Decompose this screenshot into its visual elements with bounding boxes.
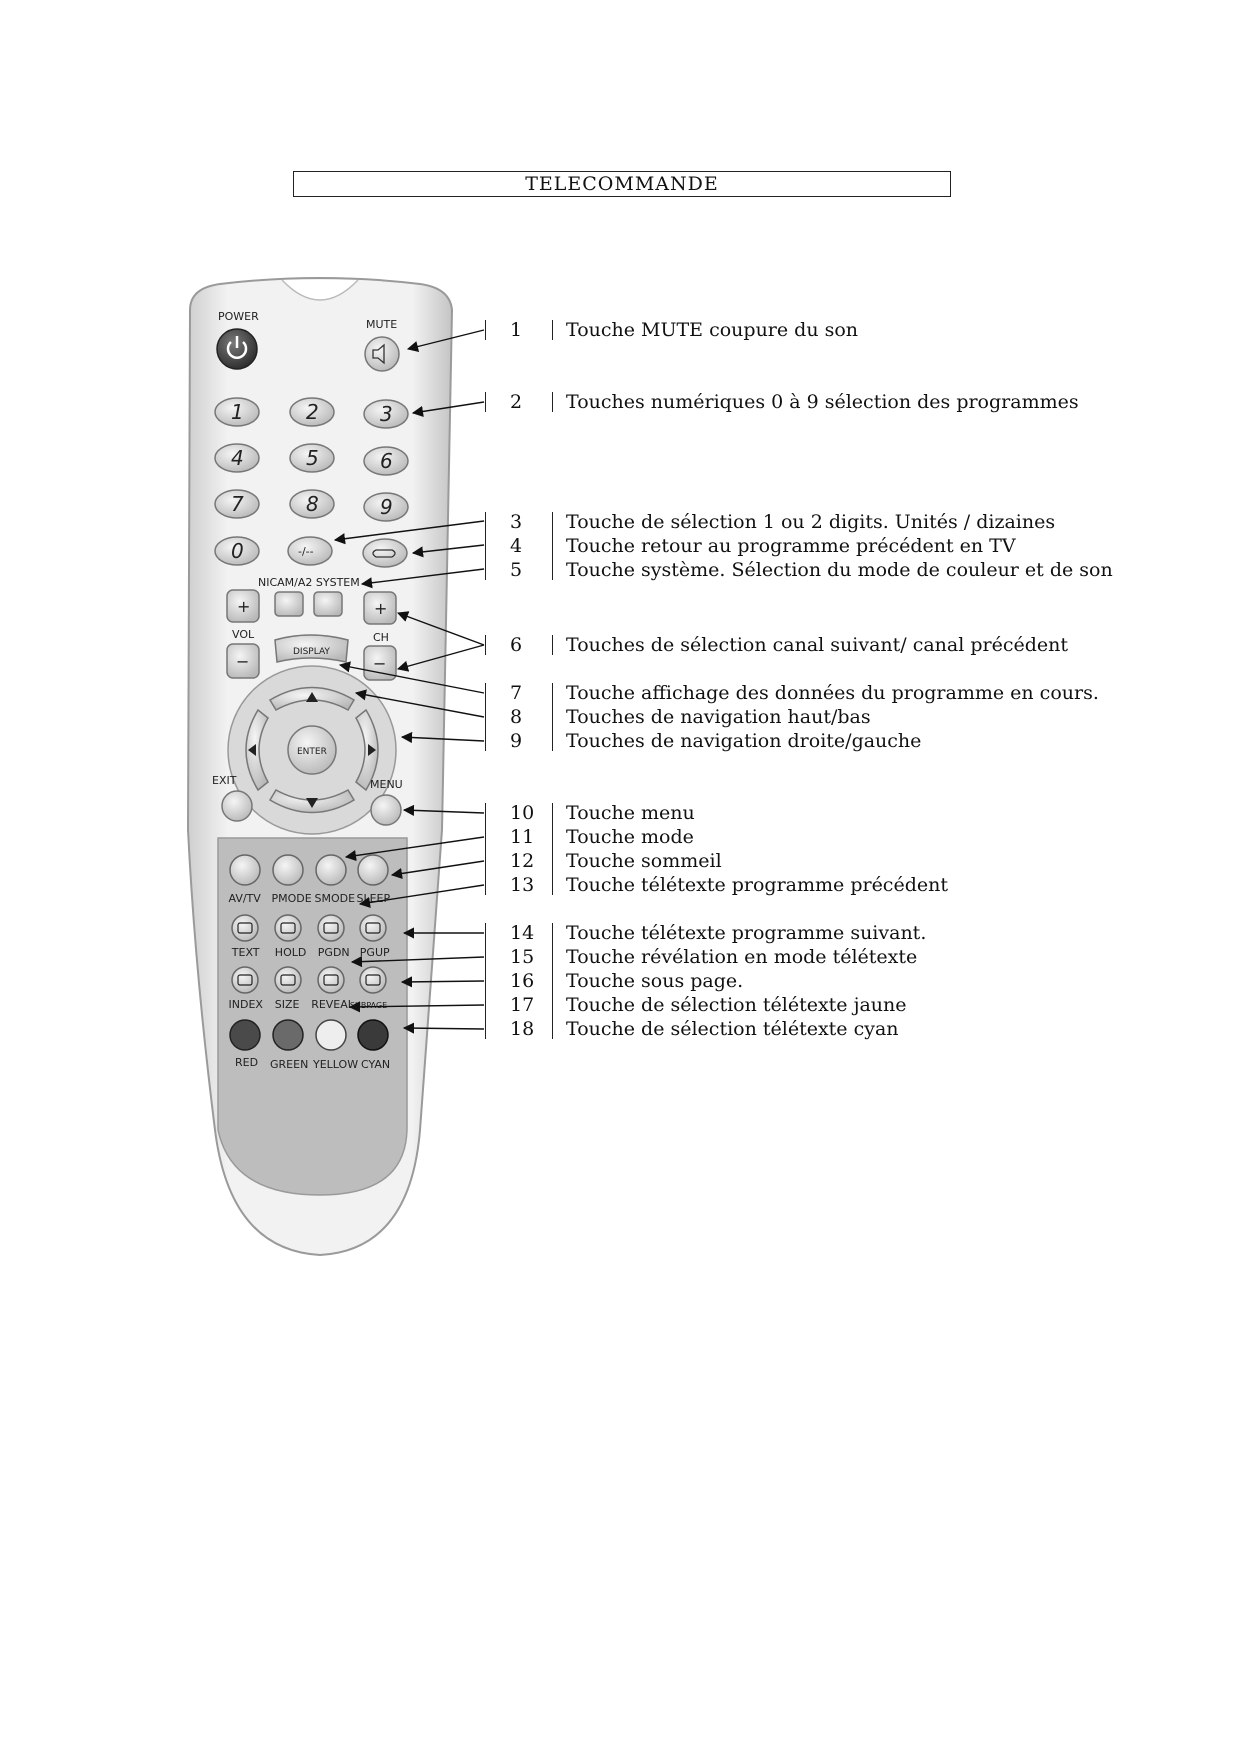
legend-item — [470, 534, 1230, 558]
legend-item — [470, 969, 1230, 993]
index-label: INDEX — [228, 998, 263, 1011]
legend-number: 9 — [510, 730, 523, 752]
pmode-label: PMODE — [271, 892, 312, 905]
power-label: POWER — [218, 310, 259, 323]
separator-line — [485, 803, 486, 895]
legend-number: 7 — [510, 682, 523, 704]
digit-label: 2 — [306, 400, 319, 424]
page-title: TELECOMMANDE — [293, 171, 951, 197]
digit-label: 6 — [380, 449, 393, 473]
digit-mode-label: -/-- — [298, 545, 314, 558]
legend-text: Touche sommeil — [566, 850, 722, 872]
subpage-button[interactable] — [360, 967, 386, 993]
legend-number: 8 — [510, 706, 523, 728]
separator-line — [552, 683, 553, 751]
text-label: TEXT — [231, 946, 260, 959]
digit-label: 0 — [231, 539, 244, 563]
separator-line — [485, 392, 486, 412]
legend-text: Touche révélation en mode télétexte — [566, 946, 918, 968]
legend-number: 1 — [510, 319, 523, 341]
size-label: SIZE — [274, 998, 300, 1011]
legend-text: Touche sous page. — [566, 970, 744, 992]
legend-item — [470, 873, 1230, 897]
avtv-button[interactable] — [230, 855, 260, 885]
digit-label: 3 — [380, 402, 393, 426]
legend-item — [470, 705, 1230, 729]
size-button[interactable] — [275, 967, 301, 993]
legend-number: 16 — [510, 970, 535, 992]
power-button[interactable] — [217, 329, 257, 369]
separator-line — [485, 683, 486, 751]
digit-label: 1 — [231, 400, 244, 424]
legend-item — [470, 681, 1230, 705]
smode-button[interactable] — [316, 855, 346, 885]
index-button[interactable] — [232, 967, 258, 993]
legend-item — [470, 558, 1230, 582]
digit-label: 8 — [306, 492, 319, 516]
legend-number: 2 — [510, 391, 523, 413]
cyan-label: CYAN — [361, 1058, 391, 1071]
legend-number: 12 — [510, 850, 535, 872]
reveal-button[interactable] — [318, 967, 344, 993]
legend-text: Touche affichage des données du programme en cours. — [566, 682, 1099, 704]
legend-text: Touche système. Sélection du mode de couleur et de son — [566, 559, 1113, 581]
red-label: RED — [235, 1056, 259, 1069]
hold-button[interactable] — [275, 915, 301, 941]
smode-label: SMODE — [314, 892, 356, 905]
yellow-label: YELLOW — [313, 1058, 359, 1071]
cyan-button[interactable] — [358, 1020, 388, 1050]
exit-button[interactable] — [222, 791, 252, 821]
legend-text: Touches de sélection canal suivant/ canal précédent — [566, 634, 1069, 656]
legend-number: 17 — [510, 994, 535, 1016]
mute-button[interactable] — [365, 337, 399, 371]
separator-line — [552, 392, 553, 412]
channel-up-symbol: + — [374, 599, 388, 618]
sleep-label: SLEEP — [356, 892, 391, 905]
legend-number: 6 — [510, 634, 523, 656]
legend-text: Touche télétexte programme suivant. — [566, 922, 927, 944]
subpage-label: SUBPAGE — [349, 1001, 388, 1010]
legend-number: 10 — [510, 802, 535, 824]
separator-line — [552, 635, 553, 655]
legend-text: Touches numériques 0 à 9 sélection des programmes — [566, 391, 1079, 413]
pmode-button[interactable] — [273, 855, 303, 885]
menu-button[interactable] — [371, 795, 401, 825]
exit-label: EXIT — [212, 774, 237, 787]
digit-label: 9 — [380, 495, 393, 519]
digit-label: 7 — [231, 492, 244, 516]
legend-item — [470, 993, 1230, 1017]
legend-text: Touches de navigation haut/bas — [566, 706, 871, 728]
menu-label: MENU — [370, 778, 403, 791]
recall-button[interactable] — [363, 539, 407, 567]
sleep-button[interactable] — [358, 855, 388, 885]
separator-line — [552, 512, 553, 580]
remote-control-image — [170, 270, 470, 1260]
digit-label: 4 — [231, 446, 244, 470]
pgup-button[interactable] — [360, 915, 386, 941]
nicam-button[interactable] — [275, 592, 303, 616]
mute-label: MUTE — [366, 318, 398, 331]
channel-label: CH — [373, 631, 389, 644]
green-label: GREEN — [270, 1058, 309, 1071]
legend-number: 13 — [510, 874, 535, 896]
text-button[interactable] — [232, 915, 258, 941]
legend-text: Touche télétexte programme précédent — [566, 874, 948, 896]
separator-line — [552, 803, 553, 895]
pgup-label: PGUP — [359, 946, 390, 959]
legend-item — [470, 318, 1230, 342]
legend-item — [470, 825, 1230, 849]
legend-text: Touche de sélection 1 ou 2 digits. Unités / dizaines — [566, 511, 1056, 533]
legend-text: Touches de navigation droite/gauche — [566, 730, 922, 752]
separator-line — [485, 635, 486, 655]
nicam-system-label: NICAM/A2 SYSTEM — [258, 576, 360, 589]
hold-label: HOLD — [274, 946, 307, 959]
system-button[interactable] — [314, 592, 342, 616]
legend-text: Touche menu — [566, 802, 695, 824]
legend-text: Touche de sélection télétexte jaune — [566, 994, 907, 1016]
reveal-label: REVEAL — [311, 998, 354, 1011]
yellow-button[interactable] — [316, 1020, 346, 1050]
legend-item — [470, 510, 1230, 534]
volume-down-symbol: − — [236, 652, 250, 671]
legend-text: Touche mode — [566, 826, 694, 848]
legend-number: 11 — [510, 826, 535, 848]
separator-line — [485, 923, 486, 1039]
legend-number: 3 — [510, 511, 523, 533]
legend-number: 4 — [510, 535, 523, 557]
separator-line — [552, 923, 553, 1039]
red-button[interactable] — [230, 1020, 260, 1050]
legend-number: 14 — [510, 922, 535, 944]
legend-item — [470, 1017, 1230, 1041]
display-label: DISPLAY — [293, 647, 330, 657]
channel-down-symbol: − — [373, 654, 387, 673]
green-button[interactable] — [273, 1020, 303, 1050]
pgdn-button[interactable] — [318, 915, 344, 941]
legend-text: Touche de sélection télétexte cyan — [566, 1018, 899, 1040]
separator-line — [552, 320, 553, 340]
enter-label: ENTER — [297, 747, 327, 757]
pgdn-label: PGDN — [317, 946, 350, 959]
legend-item — [470, 849, 1230, 873]
legend-number: 15 — [510, 946, 535, 968]
separator-line — [485, 512, 486, 580]
volume-label: VOL — [232, 628, 255, 641]
legend-item — [470, 729, 1230, 753]
legend-item — [470, 633, 1230, 657]
legend-item — [470, 801, 1230, 825]
volume-up-symbol: + — [237, 597, 251, 616]
legend-number: 5 — [510, 559, 523, 581]
avtv-label: AV/TV — [228, 892, 261, 905]
legend-text: Touche retour au programme précédent en TV — [566, 535, 1016, 557]
legend-item — [470, 921, 1230, 945]
legend-item — [470, 945, 1230, 969]
legend-number: 18 — [510, 1018, 535, 1040]
legend-item — [470, 390, 1230, 414]
separator-line — [485, 320, 486, 340]
legend-text: Touche MUTE coupure du son — [566, 319, 859, 341]
digit-label: 5 — [306, 446, 319, 470]
